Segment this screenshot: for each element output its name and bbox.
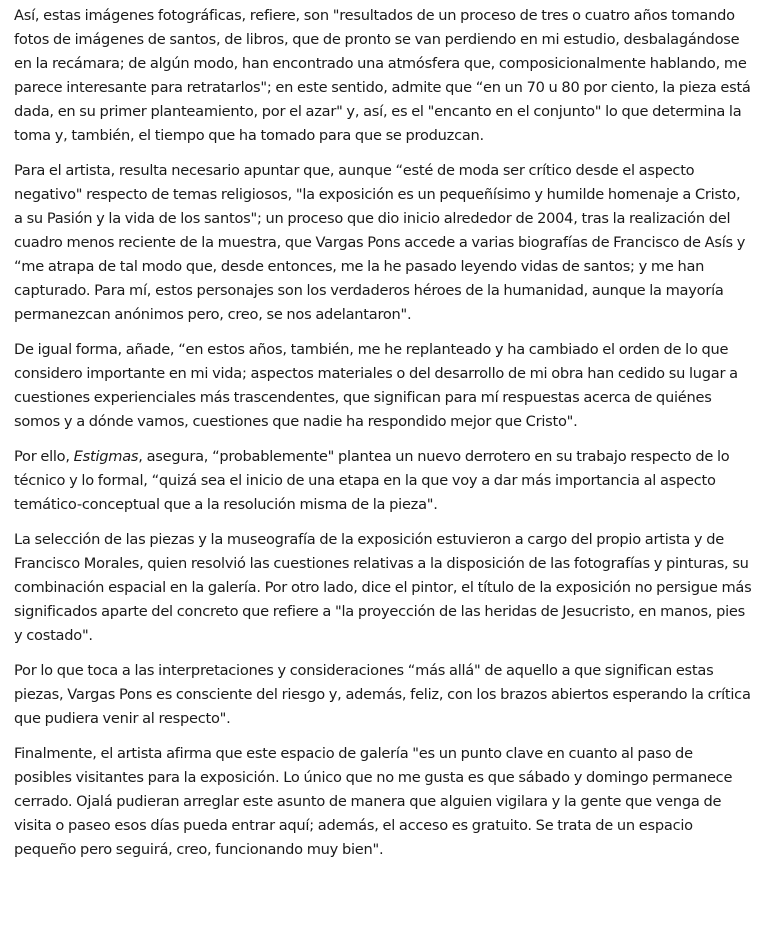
paragraph-1: Así, estas imágenes fotográficas, refiere, son "resultados de un proceso de tres o cuatro años tomando fotos de imágenes de santos, de libros, que de pronto se van perdiendo en mi estudio, desbalagándose en la recámara; de algún modo, han encontrado una atmósfera que, composicionalmente hablando, me parece interesante para retratarlos"; en este sentido, admite que “en un 70 u 80 por ciento, la pieza está dada, en su primer planteamiento, por el azar" y, así, es el "encanto en el conjunto" lo que determina la toma y, también, el tiempo que ha tomado para que se produzcan. bbox=[14, 7, 751, 144]
paragraph-4-lead: Por ello, bbox=[14, 448, 74, 465]
exhibition-title: Estigmas bbox=[73, 448, 139, 465]
paragraph-3: De igual forma, añade, “en estos años, también, me he replanteado y ha cambiado el orden de lo que considero importante en mi vida; aspectos materiales o del desarrollo de mi obra han cedido su lugar a cuestiones experienciales más trascendentes, que significan para mí respuestas acerca de quiénes somos y a dónde vamos, cuestiones que nadie ha respondido mejor que Cristo". bbox=[14, 341, 738, 430]
paragraph-4 bbox=[14, 445, 752, 517]
paragraph-4-rest: , asegura, “probablemente" plantea un nuevo derrotero en su trabajo respecto de lo técnico y lo formal, “quizá sea el inicio de una etapa en la que voy a dar más importancia al aspecto temático-conceptual que a la resolución misma de la pieza". bbox=[14, 448, 730, 513]
paragraph-2: Para el artista, resulta necesario apuntar que, aunque “esté de moda ser crítico desde el aspecto negativo" respecto de temas religiosos, "la exposición es un pequeñísimo y humilde homenaje a Cristo, a su Pasión y la vida de los santos"; un proceso que dio inicio alrededor de 2004, tras la realización del cuadro menos reciente de la muestra, que Vargas Pons accede a varias biografías de Francisco de Asís y “me atrapa de tal modo que, desde entonces, me la he pasado leyendo vidas de santos; y me han capturado. Para mí, estos personajes son los verdaderos héroes de la humanidad, aunque la mayoría permanezcan anónimos pero, creo, se nos adelantaron". bbox=[14, 162, 746, 323]
paragraph-6: Por lo que toca a las interpretaciones y consideraciones “más allá" de aquello a que significan estas piezas, Vargas Pons es consciente del riesgo y, además, feliz, con los brazos abiertos esperando la crítica que pudiera venir al respecto". bbox=[14, 662, 751, 727]
paragraph-7: Finalmente, el artista afirma que este espacio de galería "es un punto clave en cuanto al paso de posibles visitantes para la exposición. Lo único que no me gusta es que sábado y domingo permanece cerrado. Ojalá pudieran arreglar este asunto de manera que alguien vigilara y la gente que venga de visita o paseo esos días pueda entrar aquí; además, el acceso es gratuito. Se trata de un espacio pequeño pero seguirá, creo, funcionando muy bien". bbox=[14, 745, 733, 858]
paragraph-5: La selección de las piezas y la museografía de la exposición estuvieron a cargo del propio artista y de Francisco Morales, quien resolvió las cuestiones relativas a la disposición de las fotografías y pinturas, su combinación espacial en la galería. Por otro lado, dice el pintor, el título de la exposición no persigue más significados aparte del concreto que refiere a "la proyección de las heridas de Jesucristo, en manos, pies y costado". bbox=[14, 531, 752, 644]
